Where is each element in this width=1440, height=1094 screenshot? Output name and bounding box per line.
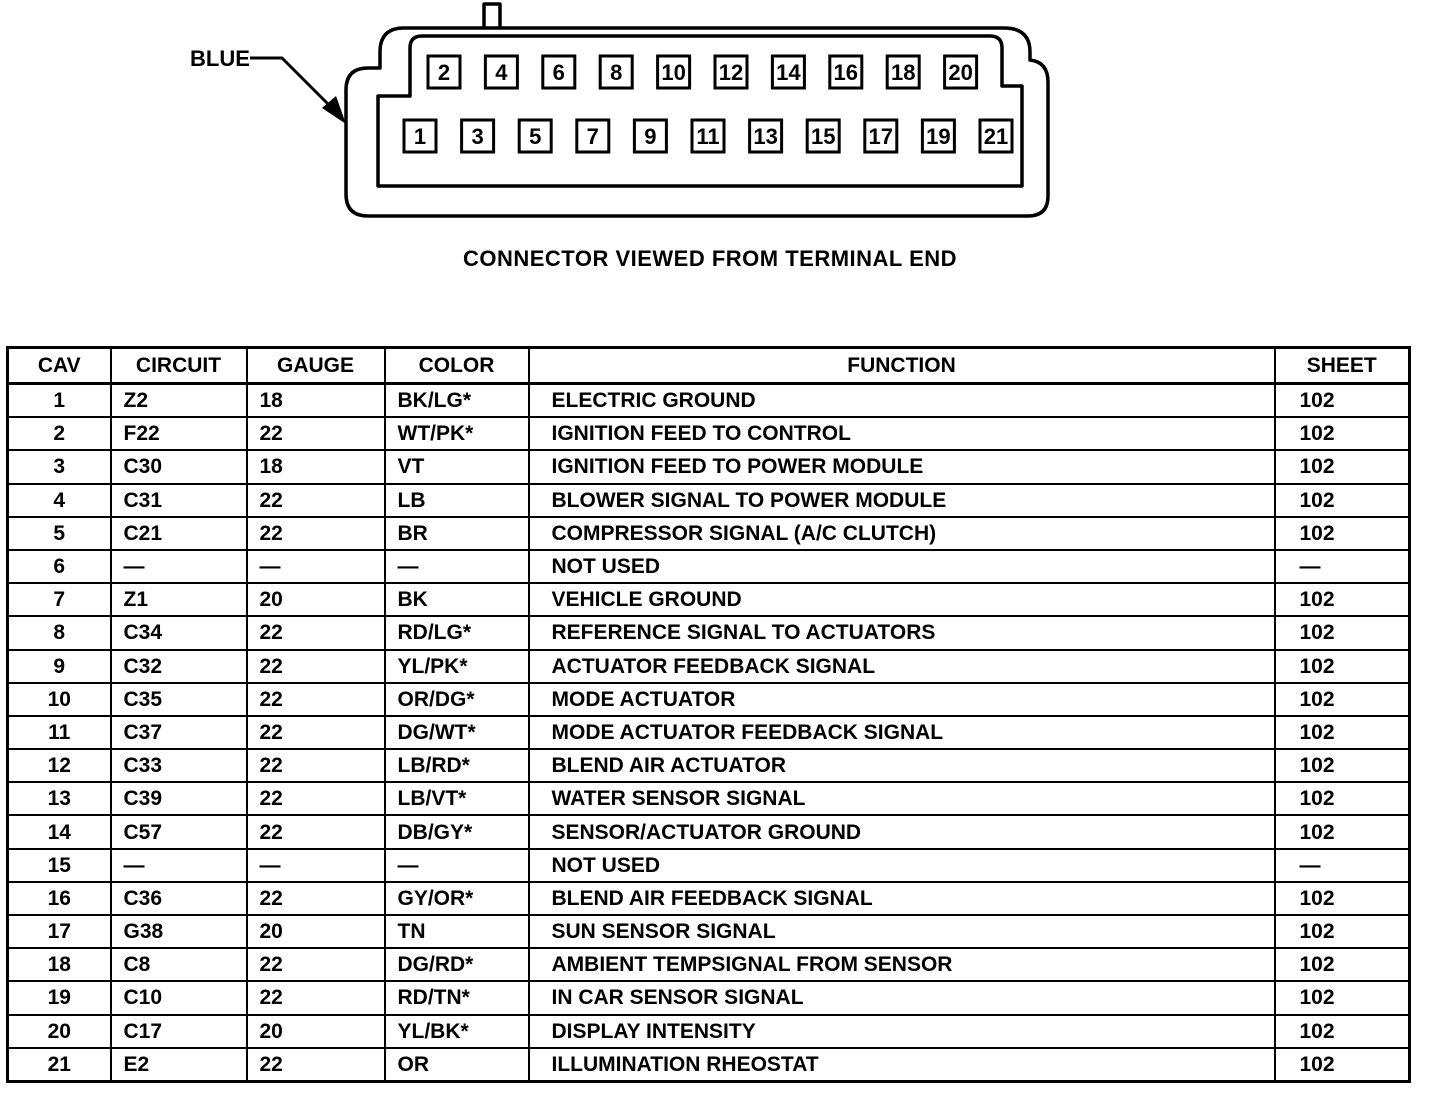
header-sheet: SHEET [1275, 348, 1410, 384]
cell-gauge: 22 [247, 417, 385, 450]
cell-gauge: 22 [247, 716, 385, 749]
table-row [8, 683, 1410, 716]
cell-function: MODE ACTUATOR FEEDBACK SIGNAL [529, 716, 1275, 749]
cell-function: BLEND AIR ACTUATOR [529, 749, 1275, 782]
pin-number: 19 [926, 124, 951, 149]
cell-cav: 21 [8, 1048, 111, 1082]
header-cav: CAV [8, 348, 111, 384]
cell-sheet: 102 [1275, 815, 1410, 848]
cell-color: VT [385, 450, 529, 483]
table-row [8, 1015, 1410, 1048]
cell-cav: 4 [8, 484, 111, 517]
cell-sheet: 102 [1275, 417, 1410, 450]
table-row [8, 782, 1410, 815]
pin-number: 21 [983, 124, 1009, 149]
connector-diagram [0, 0, 1440, 240]
table-row [8, 450, 1410, 483]
cell-function: VEHICLE GROUND [529, 583, 1275, 616]
header-gauge: GAUGE [247, 348, 385, 384]
cell-cav: 12 [8, 749, 111, 782]
cell-circuit: C32 [111, 650, 247, 683]
cell-gauge: 22 [247, 650, 385, 683]
cell-color: BK/LG* [385, 384, 529, 418]
cell-cav: 10 [8, 683, 111, 716]
cell-color: GY/OR* [385, 882, 529, 915]
table-row [8, 815, 1410, 848]
pin-number: 2 [437, 60, 451, 85]
cell-color: LB/RD* [385, 749, 529, 782]
cell-cav: 17 [8, 915, 111, 948]
cell-gauge: 22 [247, 517, 385, 550]
cell-function: COMPRESSOR SIGNAL (A/C CLUTCH) [529, 517, 1275, 550]
cell-gauge: 22 [247, 683, 385, 716]
header-color: COLOR [385, 348, 529, 384]
cell-gauge: 22 [247, 484, 385, 517]
cell-gauge: 22 [247, 782, 385, 815]
cell-cav: 11 [8, 716, 111, 749]
cell-sheet: 102 [1275, 517, 1410, 550]
cell-sheet: 102 [1275, 1048, 1410, 1082]
table-row [8, 948, 1410, 981]
pin-number: 6 [552, 60, 565, 85]
table-row [8, 517, 1410, 550]
pin-number: 15 [810, 124, 836, 149]
cell-gauge: 22 [247, 815, 385, 848]
cell-circuit: C36 [111, 882, 247, 915]
connector-inner-cavity [378, 36, 1022, 186]
cell-sheet: 102 [1275, 915, 1410, 948]
cell-color: OR/DG* [385, 683, 529, 716]
table-row [8, 1048, 1410, 1082]
cell-circuit: Z1 [111, 583, 247, 616]
cell-gauge: 18 [247, 450, 385, 483]
cell-circuit: C17 [111, 1015, 247, 1048]
cell-color: DB/GY* [385, 815, 529, 848]
cell-function: SENSOR/ACTUATOR GROUND [529, 815, 1275, 848]
cell-sheet: 102 [1275, 484, 1410, 517]
pin-number: 18 [890, 60, 916, 85]
cell-circuit: C10 [111, 981, 247, 1014]
cell-cav: 8 [8, 616, 111, 649]
pin-number: 12 [718, 60, 744, 85]
pin-number: 20 [948, 60, 973, 85]
cell-color: DG/WT* [385, 716, 529, 749]
cell-function: REFERENCE SIGNAL TO ACTUATORS [529, 616, 1275, 649]
pin-number: 10 [661, 60, 686, 85]
table-row [8, 716, 1410, 749]
cell-sheet: 102 [1275, 1015, 1410, 1048]
cell-cav: 9 [8, 650, 111, 683]
cell-cav: 5 [8, 517, 111, 550]
cell-function: DISPLAY INTENSITY [529, 1015, 1275, 1048]
header-circuit: CIRCUIT [111, 348, 247, 384]
cell-circuit: C31 [111, 484, 247, 517]
cell-circuit: — [111, 550, 247, 583]
cell-cav: 16 [8, 882, 111, 915]
cell-circuit: F22 [111, 417, 247, 450]
cell-gauge: 22 [247, 981, 385, 1014]
cell-cav: 14 [8, 815, 111, 848]
table-row [8, 583, 1410, 616]
cell-gauge: 18 [247, 384, 385, 418]
cell-sheet: 102 [1275, 749, 1410, 782]
cell-cav: 7 [8, 583, 111, 616]
pinout-table [6, 346, 1411, 1083]
cell-gauge: 22 [247, 616, 385, 649]
cell-sheet: — [1275, 550, 1410, 583]
table-row [8, 550, 1410, 583]
cell-sheet: 102 [1275, 716, 1410, 749]
cell-gauge: 22 [247, 749, 385, 782]
cell-gauge: 22 [247, 1048, 385, 1082]
cell-circuit: C57 [111, 815, 247, 848]
table-row [8, 849, 1410, 882]
cell-sheet: 102 [1275, 384, 1410, 418]
cell-cav: 2 [8, 417, 111, 450]
blue-label: BLUE [190, 46, 250, 71]
cell-cav: 18 [8, 948, 111, 981]
cell-function: BLOWER SIGNAL TO POWER MODULE [529, 484, 1275, 517]
cell-sheet: 102 [1275, 948, 1410, 981]
pin-number: 17 [868, 124, 894, 149]
cell-circuit: C39 [111, 782, 247, 815]
pin-number: 5 [529, 124, 542, 149]
pin-number: 4 [495, 60, 508, 85]
cell-function: SUN SENSOR SIGNAL [529, 915, 1275, 948]
cell-circuit: C37 [111, 716, 247, 749]
pin-number: 16 [833, 60, 859, 85]
cell-circuit: C8 [111, 948, 247, 981]
cell-color: — [385, 550, 529, 583]
cell-cav: 20 [8, 1015, 111, 1048]
cell-cav: 6 [8, 550, 111, 583]
cell-cav: 13 [8, 782, 111, 815]
pin-number: 13 [753, 124, 778, 149]
cell-color: BR [385, 517, 529, 550]
table-row [8, 384, 1410, 418]
top-pin-row [428, 56, 977, 88]
cell-circuit: C30 [111, 450, 247, 483]
table-header-row [8, 348, 1410, 384]
cell-function: IGNITION FEED TO POWER MODULE [529, 450, 1275, 483]
cell-function: ELECTRIC GROUND [529, 384, 1275, 418]
cell-color: TN [385, 915, 529, 948]
cell-circuit: Z2 [111, 384, 247, 418]
cell-color: LB/VT* [385, 782, 529, 815]
cell-color: LB [385, 484, 529, 517]
cell-circuit: — [111, 849, 247, 882]
cell-circuit: C35 [111, 683, 247, 716]
cell-cav: 3 [8, 450, 111, 483]
cell-sheet: 102 [1275, 616, 1410, 649]
cell-color: OR [385, 1048, 529, 1082]
cell-circuit: E2 [111, 1048, 247, 1082]
cell-color: BK [385, 583, 529, 616]
cell-cav: 19 [8, 981, 111, 1014]
cell-sheet: 102 [1275, 981, 1410, 1014]
cell-sheet: 102 [1275, 782, 1410, 815]
cell-sheet: 102 [1275, 650, 1410, 683]
cell-function: NOT USED [529, 550, 1275, 583]
cell-cav: 1 [8, 384, 111, 418]
pin-number: 3 [471, 124, 484, 149]
table-row [8, 417, 1410, 450]
cell-color: RD/LG* [385, 616, 529, 649]
cell-function: WATER SENSOR SIGNAL [529, 782, 1275, 815]
cell-color: YL/PK* [385, 650, 529, 683]
pin-number: 8 [610, 60, 623, 85]
cell-gauge: — [247, 849, 385, 882]
header-function: FUNCTION [529, 348, 1275, 384]
cell-gauge: 20 [247, 1015, 385, 1048]
cell-function: MODE ACTUATOR [529, 683, 1275, 716]
cell-function: ACTUATOR FEEDBACK SIGNAL [529, 650, 1275, 683]
cell-function: AMBIENT TEMPSIGNAL FROM SENSOR [529, 948, 1275, 981]
cell-function: IN CAR SENSOR SIGNAL [529, 981, 1275, 1014]
cell-gauge: 20 [247, 915, 385, 948]
pin-number: 14 [776, 60, 801, 85]
cell-color: WT/PK* [385, 417, 529, 450]
table-row [8, 915, 1410, 948]
cell-function: BLEND AIR FEEDBACK SIGNAL [529, 882, 1275, 915]
pin-number: 1 [413, 124, 427, 149]
cell-gauge: — [247, 550, 385, 583]
cell-color: DG/RD* [385, 948, 529, 981]
cell-cav: 15 [8, 849, 111, 882]
cell-circuit: G38 [111, 915, 247, 948]
table-row [8, 981, 1410, 1014]
pin-number: 7 [586, 124, 599, 149]
cell-gauge: 22 [247, 882, 385, 915]
cell-function: ILLUMINATION RHEOSTAT [529, 1048, 1275, 1082]
cell-sheet: 102 [1275, 450, 1410, 483]
cell-sheet: 102 [1275, 882, 1410, 915]
pin-number: 11 [696, 124, 720, 149]
cell-sheet: 102 [1275, 683, 1410, 716]
cell-gauge: 22 [247, 948, 385, 981]
cell-function: IGNITION FEED TO CONTROL [529, 417, 1275, 450]
cell-color: RD/TN* [385, 981, 529, 1014]
blue-label-leader [250, 58, 336, 112]
cell-circuit: C34 [111, 616, 247, 649]
table-row [8, 749, 1410, 782]
cell-circuit: C33 [111, 749, 247, 782]
table-row [8, 882, 1410, 915]
cell-sheet: 102 [1275, 583, 1410, 616]
cell-gauge: 20 [247, 583, 385, 616]
cell-circuit: C21 [111, 517, 247, 550]
cell-color: YL/BK* [385, 1015, 529, 1048]
bottom-pin-row [404, 120, 1012, 152]
table-row [8, 484, 1410, 517]
table-row [8, 650, 1410, 683]
cell-sheet: — [1275, 849, 1410, 882]
connector-caption: CONNECTOR VIEWED FROM TERMINAL END [462, 246, 958, 271]
cell-color: — [385, 849, 529, 882]
table-row [8, 616, 1410, 649]
cell-function: NOT USED [529, 849, 1275, 882]
pin-number: 9 [644, 124, 657, 149]
